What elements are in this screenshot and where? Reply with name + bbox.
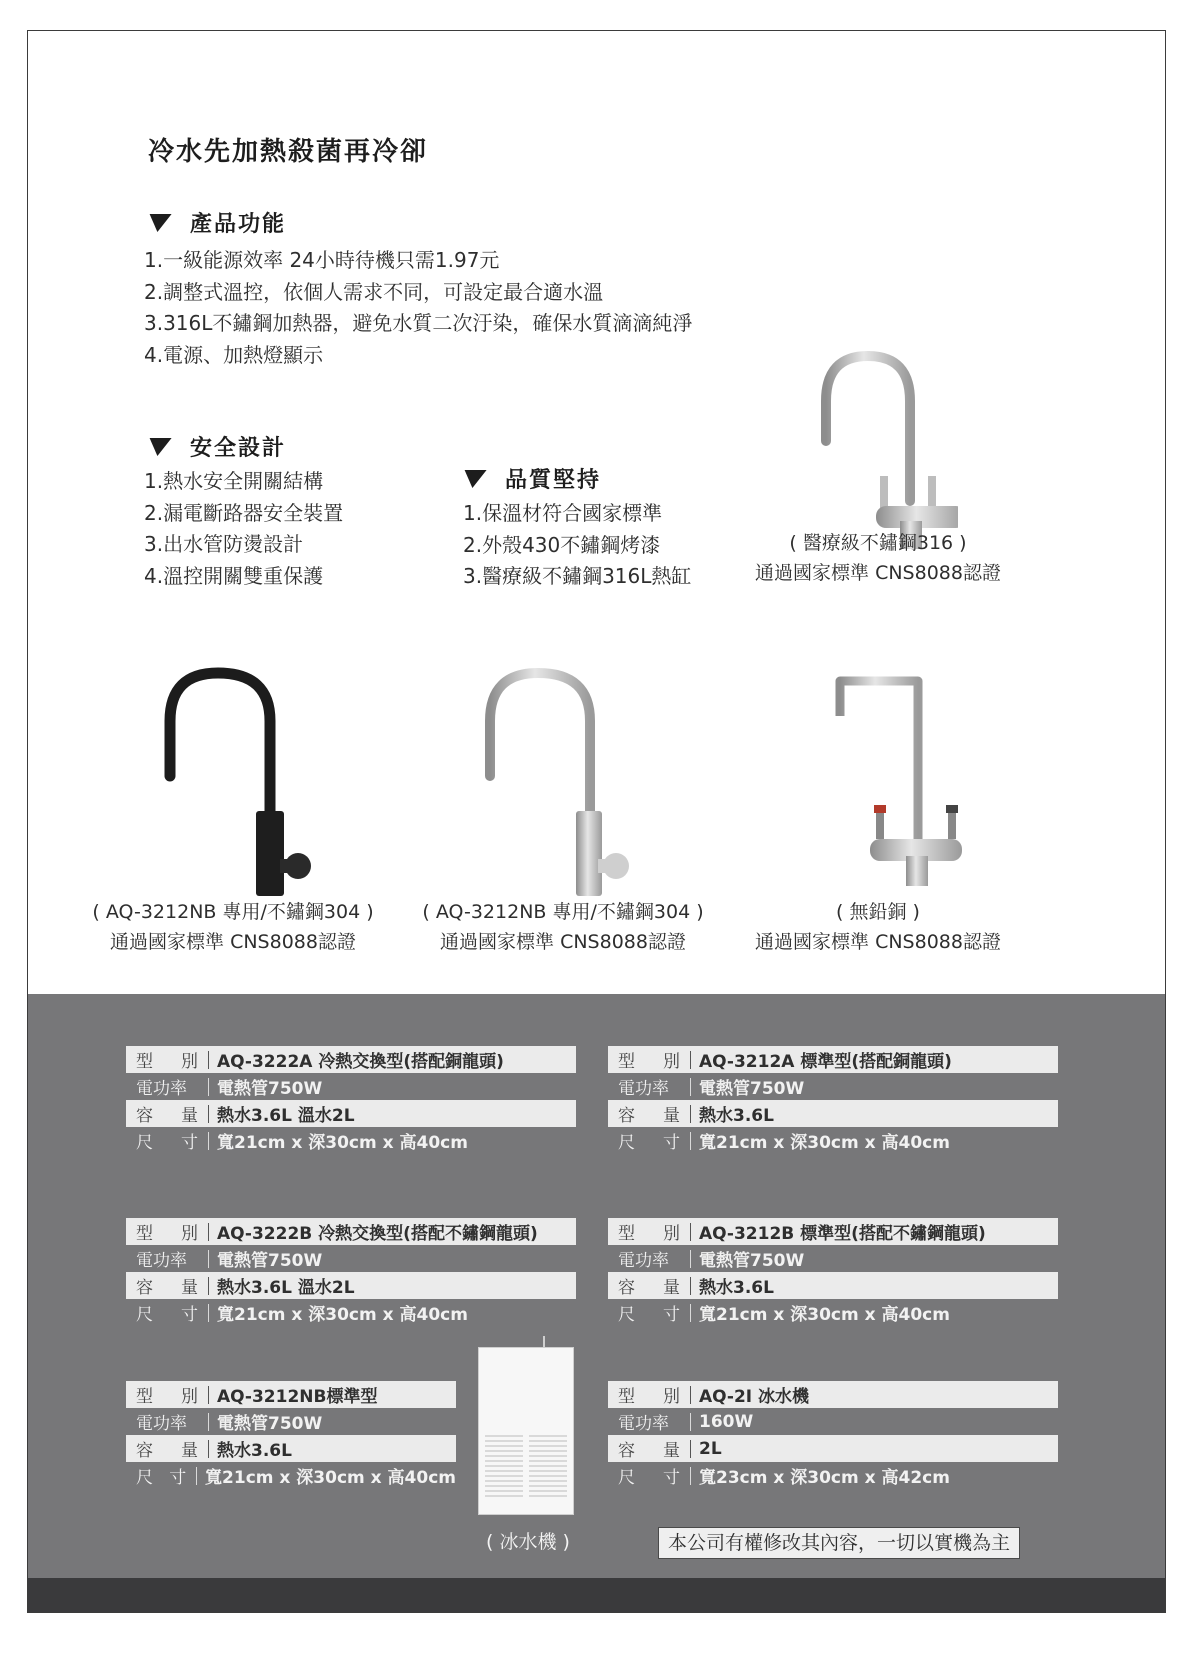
faucet-certification: 通過國家標準 CNS8088認證: [110, 931, 356, 953]
faucet-caption: [83, 897, 383, 957]
faucet-caption: [748, 528, 1008, 588]
spec-capacity-value: 2L: [699, 1438, 722, 1459]
spec-type-value: AQ-3222A 冷熱交換型(搭配銅龍頭): [217, 1052, 504, 1072]
spec-type-value: AQ-3222B 冷熱交換型(搭配不鏽鋼龍頭): [217, 1224, 538, 1244]
faucet-certification: 通過國家標準 CNS8088認證: [755, 931, 1001, 953]
spec-size-value: 寬23cm x 深30cm x 高42cm: [699, 1468, 950, 1488]
list-item: 1.熱水安全開關結構: [144, 469, 324, 493]
features-list: [144, 245, 692, 371]
list-item: 2.漏電斷路器安全裝置: [144, 500, 344, 525]
spec-capacity-value: 熱水3.6L: [217, 1441, 292, 1461]
faucet-certification: 通過國家標準 CNS8088認證: [440, 931, 686, 953]
quality-heading-text: 品質堅持: [505, 467, 602, 493]
list-item: 4.電源、加熱燈顯示: [144, 342, 324, 367]
safety-list: [144, 466, 343, 592]
safety-heading: [148, 431, 286, 462]
spec-type-value: AQ-3212A 標準型(搭配銅龍頭): [699, 1052, 952, 1072]
spec-size-value: 寬21cm x 深30cm x 高40cm: [699, 1133, 950, 1153]
list-item: 2.外殼430不鏽鋼烤漆: [463, 532, 661, 557]
faucet-stainless-dual-image: [788, 331, 958, 551]
spec-size-value: 寬21cm x 深30cm x 高40cm: [699, 1305, 950, 1325]
spec-power-value: 電熱管750W: [699, 1079, 805, 1099]
list-item: 3.316L不鏽鋼加熱器，避免水質二次汙染，確保水質滴滴純淨: [144, 311, 693, 335]
list-item: 4.溫控開關雙重保護: [144, 563, 324, 588]
spec-type-value: AQ-3212B 標準型(搭配不鏽鋼龍頭): [699, 1224, 986, 1244]
spec-table-aq-3212b: 型 別 AQ-3212B 標準型(搭配不鏽鋼龍頭) 電功率 電熱管750W 容 量 熱水3.6L 尺 寸 寬21cm x 深30cm x 高40cm: [608, 1218, 1058, 1326]
spec-table-aq-3222b: 型 別 AQ-3222B 冷熱交換型(搭配不鏽鋼龍頭) 電功率 電熱管750W 容 量 熱水3.6L 溫水2L 尺 寸 寬21cm x 深30cm x 高40cm: [126, 1218, 576, 1326]
features-heading-text: 產品功能: [190, 211, 287, 237]
page-frame: [27, 30, 1166, 1613]
faucet-material: ( AQ-3212NB 專用/不鏽鋼304 ): [92, 901, 374, 923]
list-item: 3.出水管防燙設計: [144, 532, 304, 556]
triangle-bullet-icon: [146, 438, 171, 456]
faucet-material: ( 無鉛銅 ): [836, 901, 920, 923]
triangle-bullet-icon: [146, 214, 171, 232]
list-item: 2.調整式溫控，依個人需求不同，可設定最合適水溫: [144, 279, 604, 304]
triangle-bullet-icon: [461, 470, 486, 488]
ice-water-machine-caption: ( 冰水機 ): [486, 1531, 570, 1553]
list-item: 1.一級能源效率 24小時待機只需1.97元: [144, 248, 500, 272]
faucet-chrome-dual-image: [818, 661, 988, 901]
faucet-black-image: [148, 661, 318, 901]
quality-list: [463, 498, 691, 593]
faucet-stainless-image: [468, 661, 638, 901]
spec-power-value: 電熱管750W: [217, 1079, 323, 1099]
safety-heading-text: 安全設計: [190, 435, 287, 461]
spec-size-value: 寬21cm x 深30cm x 高40cm: [217, 1305, 468, 1325]
spec-power-value: 160W: [699, 1411, 754, 1432]
spec-size-value: 寬21cm x 深30cm x 高40cm: [205, 1468, 456, 1488]
spec-table-aq-2i: 型 別 AQ-2I 冰水機 電功率 160W 容 量 2L 尺 寸 寬23cm x 深30cm x 高42cm: [608, 1381, 1058, 1489]
spec-capacity-value: 熱水3.6L: [699, 1106, 774, 1126]
faucet-material: ( 醫療級不鏽鋼316 ): [789, 532, 967, 554]
footer-bar: [28, 1578, 1166, 1613]
spec-table-aq-3222a: 型 別 AQ-3222A 冷熱交換型(搭配銅龍頭) 電功率 電熱管750W 容 量 熱水3.6L 溫水2L 尺 寸 寬21cm x 深30cm x 高40cm: [126, 1046, 576, 1154]
faucet-caption: [413, 897, 713, 957]
spec-capacity-value: 熱水3.6L 溫水2L: [217, 1278, 355, 1298]
spec-type-value: AQ-3212NB標準型: [217, 1387, 378, 1407]
faucet-material: ( AQ-3212NB 專用/不鏽鋼304 ): [422, 901, 704, 923]
list-item: 3.醫療級不鏽鋼316L熱缸: [463, 564, 692, 588]
spec-type-value: AQ-2I 冰水機: [699, 1387, 810, 1407]
spec-capacity-value: 熱水3.6L 溫水2L: [217, 1106, 355, 1126]
features-heading: [148, 207, 286, 238]
spec-power-value: 電熱管750W: [217, 1251, 323, 1271]
ice-water-machine-image: [478, 1347, 574, 1515]
list-item: 1.保溫材符合國家標準: [463, 501, 663, 525]
spec-power-value: 電熱管750W: [699, 1251, 805, 1271]
spec-table-aq-3212nb: 型 別 AQ-3212NB標準型 電功率 電熱管750W 容 量 熱水3.6L 尺 寸 寬21cm x 深30cm x 高40cm: [126, 1381, 456, 1489]
spec-capacity-value: 熱水3.6L: [699, 1278, 774, 1298]
quality-heading: [463, 463, 601, 494]
disclaimer-notice: 本公司有權修改其內容，一切以實機為主: [658, 1527, 1020, 1559]
faucet-certification: 通過國家標準 CNS8088認證: [755, 562, 1001, 584]
page-title: 冷水先加熱殺菌再冷卻: [148, 137, 429, 167]
spec-size-value: 寬21cm x 深30cm x 高40cm: [217, 1133, 468, 1153]
spec-power-value: 電熱管750W: [217, 1414, 323, 1434]
faucet-caption: [748, 897, 1008, 957]
spec-table-aq-3212a: 型 別 AQ-3212A 標準型(搭配銅龍頭) 電功率 電熱管750W 容 量 熱水3.6L 尺 寸 寬21cm x 深30cm x 高40cm: [608, 1046, 1058, 1154]
